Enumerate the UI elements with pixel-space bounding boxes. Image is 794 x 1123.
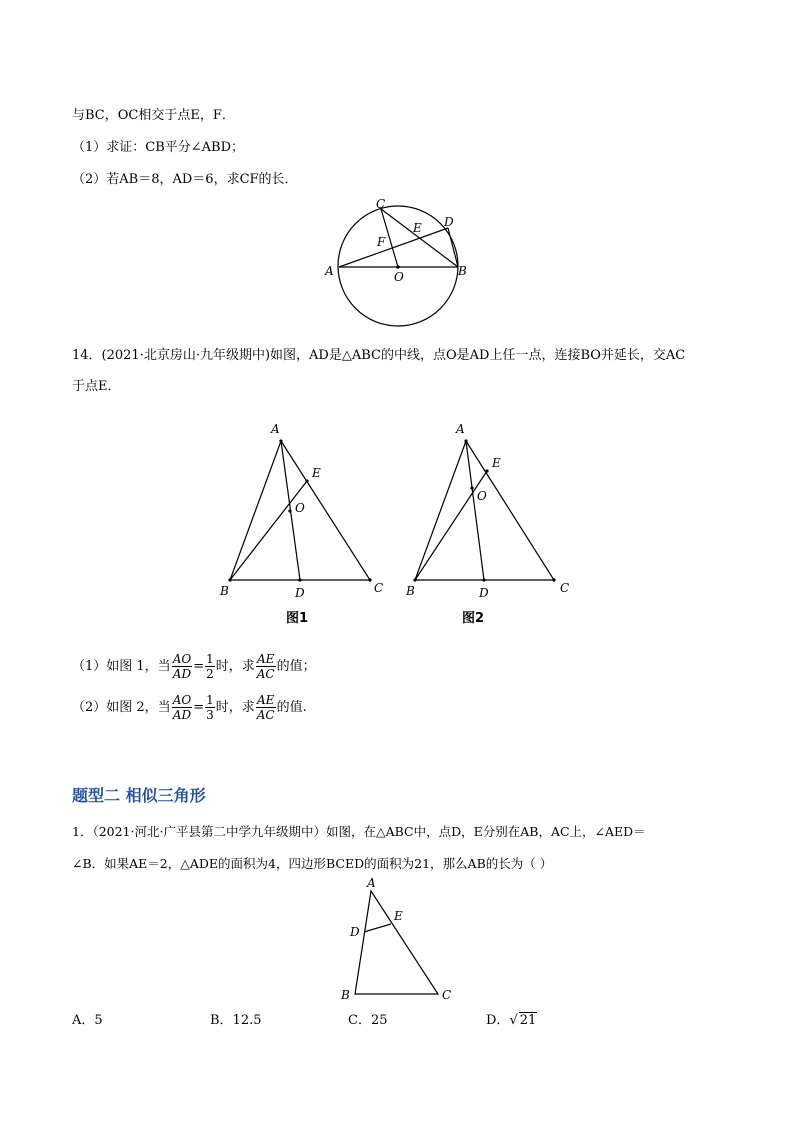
- frac-den: AC: [256, 667, 275, 681]
- fig2-label-o: O: [477, 489, 487, 503]
- option-d-prefix: D．: [486, 1013, 510, 1028]
- q1-label-d: D: [350, 925, 360, 939]
- q14-sub1-mid: 时，求: [215, 659, 255, 674]
- q14-sub2-pre: （2）如图 2，当: [72, 700, 171, 715]
- label-f: F: [377, 235, 386, 249]
- q1-line2: ∠B．如果AE＝2，△ADE的面积为4，四边形BCED的面积为21，那么AB的长为（ ）: [72, 856, 553, 871]
- label-b: B: [458, 264, 467, 278]
- label-d: D: [444, 215, 454, 229]
- q1-label-a: A: [367, 876, 376, 890]
- fig2-label-a: A: [456, 422, 465, 436]
- sqrt-symbol: √: [509, 1013, 518, 1028]
- fig2-label-b: B: [406, 584, 415, 598]
- fig1-label-c: C: [374, 581, 384, 595]
- frac-num: 1: [206, 693, 214, 707]
- frac-den: 3: [206, 708, 214, 722]
- option-d-value: 21: [519, 1013, 537, 1028]
- fig1-label-e: E: [312, 466, 321, 480]
- frac-num: AO: [172, 652, 192, 666]
- q14-stem-line1: 14．(2021·北京房山·九年级期中)如图，AD是△ABC的中线，点O是AD上任一点，连接BO并延长，交AC: [72, 348, 686, 363]
- fig1-label-a: A: [271, 422, 280, 436]
- label-o: O: [394, 270, 404, 284]
- q1-label-e: E: [394, 909, 403, 923]
- q1-label-b: B: [341, 988, 350, 1002]
- q1-segment-de: [364, 924, 391, 932]
- q14-sub1-pre: （1）如图 1，当: [72, 659, 171, 674]
- frac-den: AC: [256, 708, 275, 722]
- fig2-caption: 图2: [462, 611, 485, 626]
- option-c[interactable]: C．25: [348, 1013, 388, 1028]
- label-a: A: [325, 264, 334, 278]
- q13-part2: （2）若AB＝8，AD＝6，求CF的长．: [72, 172, 298, 187]
- option-d[interactable]: [486, 1009, 537, 1028]
- equals-sign: =: [193, 700, 205, 715]
- fig1-caption: 图1: [286, 611, 309, 626]
- frac-den: AD: [172, 667, 192, 681]
- fig1-label-b: B: [220, 584, 229, 598]
- fig1-label-d: D: [295, 586, 305, 600]
- label-e: E: [413, 221, 422, 235]
- fig2-label-e: E: [492, 456, 501, 470]
- q14-sub2-mid: 时，求: [215, 700, 255, 715]
- q1-line1: 1．（2021·河北·广平县第二中学九年级期中）如图，在△ABC中，点D，E分别在AB，AC上，∠AED＝: [72, 824, 646, 839]
- frac-num: 1: [206, 652, 214, 666]
- frac-num: AO: [172, 693, 192, 707]
- fig1-label-o: O: [295, 501, 305, 515]
- q1-label-c: C: [442, 988, 452, 1002]
- q13-part1: （1）求证：CB平分∠ABD；: [72, 140, 245, 155]
- frac-num: AE: [256, 693, 275, 707]
- frac-den: 2: [206, 667, 214, 681]
- fig2-label-d: D: [479, 586, 489, 600]
- q14-sub1-post: 的值；: [276, 659, 316, 674]
- q13-continuation: 与BC，OC相交于点E，F．: [72, 108, 235, 123]
- label-c: C: [376, 197, 386, 211]
- option-a[interactable]: A．5: [72, 1013, 103, 1028]
- section-heading: 题型二 相似三角形: [72, 786, 206, 805]
- q1-triangle: [355, 891, 438, 994]
- option-b[interactable]: B．12.5: [210, 1013, 262, 1028]
- frac-num: AE: [256, 652, 275, 666]
- equals-sign: =: [193, 659, 205, 674]
- q14-stem-line2: 于点E．: [72, 379, 121, 394]
- fig2-label-c: C: [560, 581, 570, 595]
- frac-den: AD: [172, 708, 192, 722]
- q14-sub2-post: 的值.: [276, 700, 307, 715]
